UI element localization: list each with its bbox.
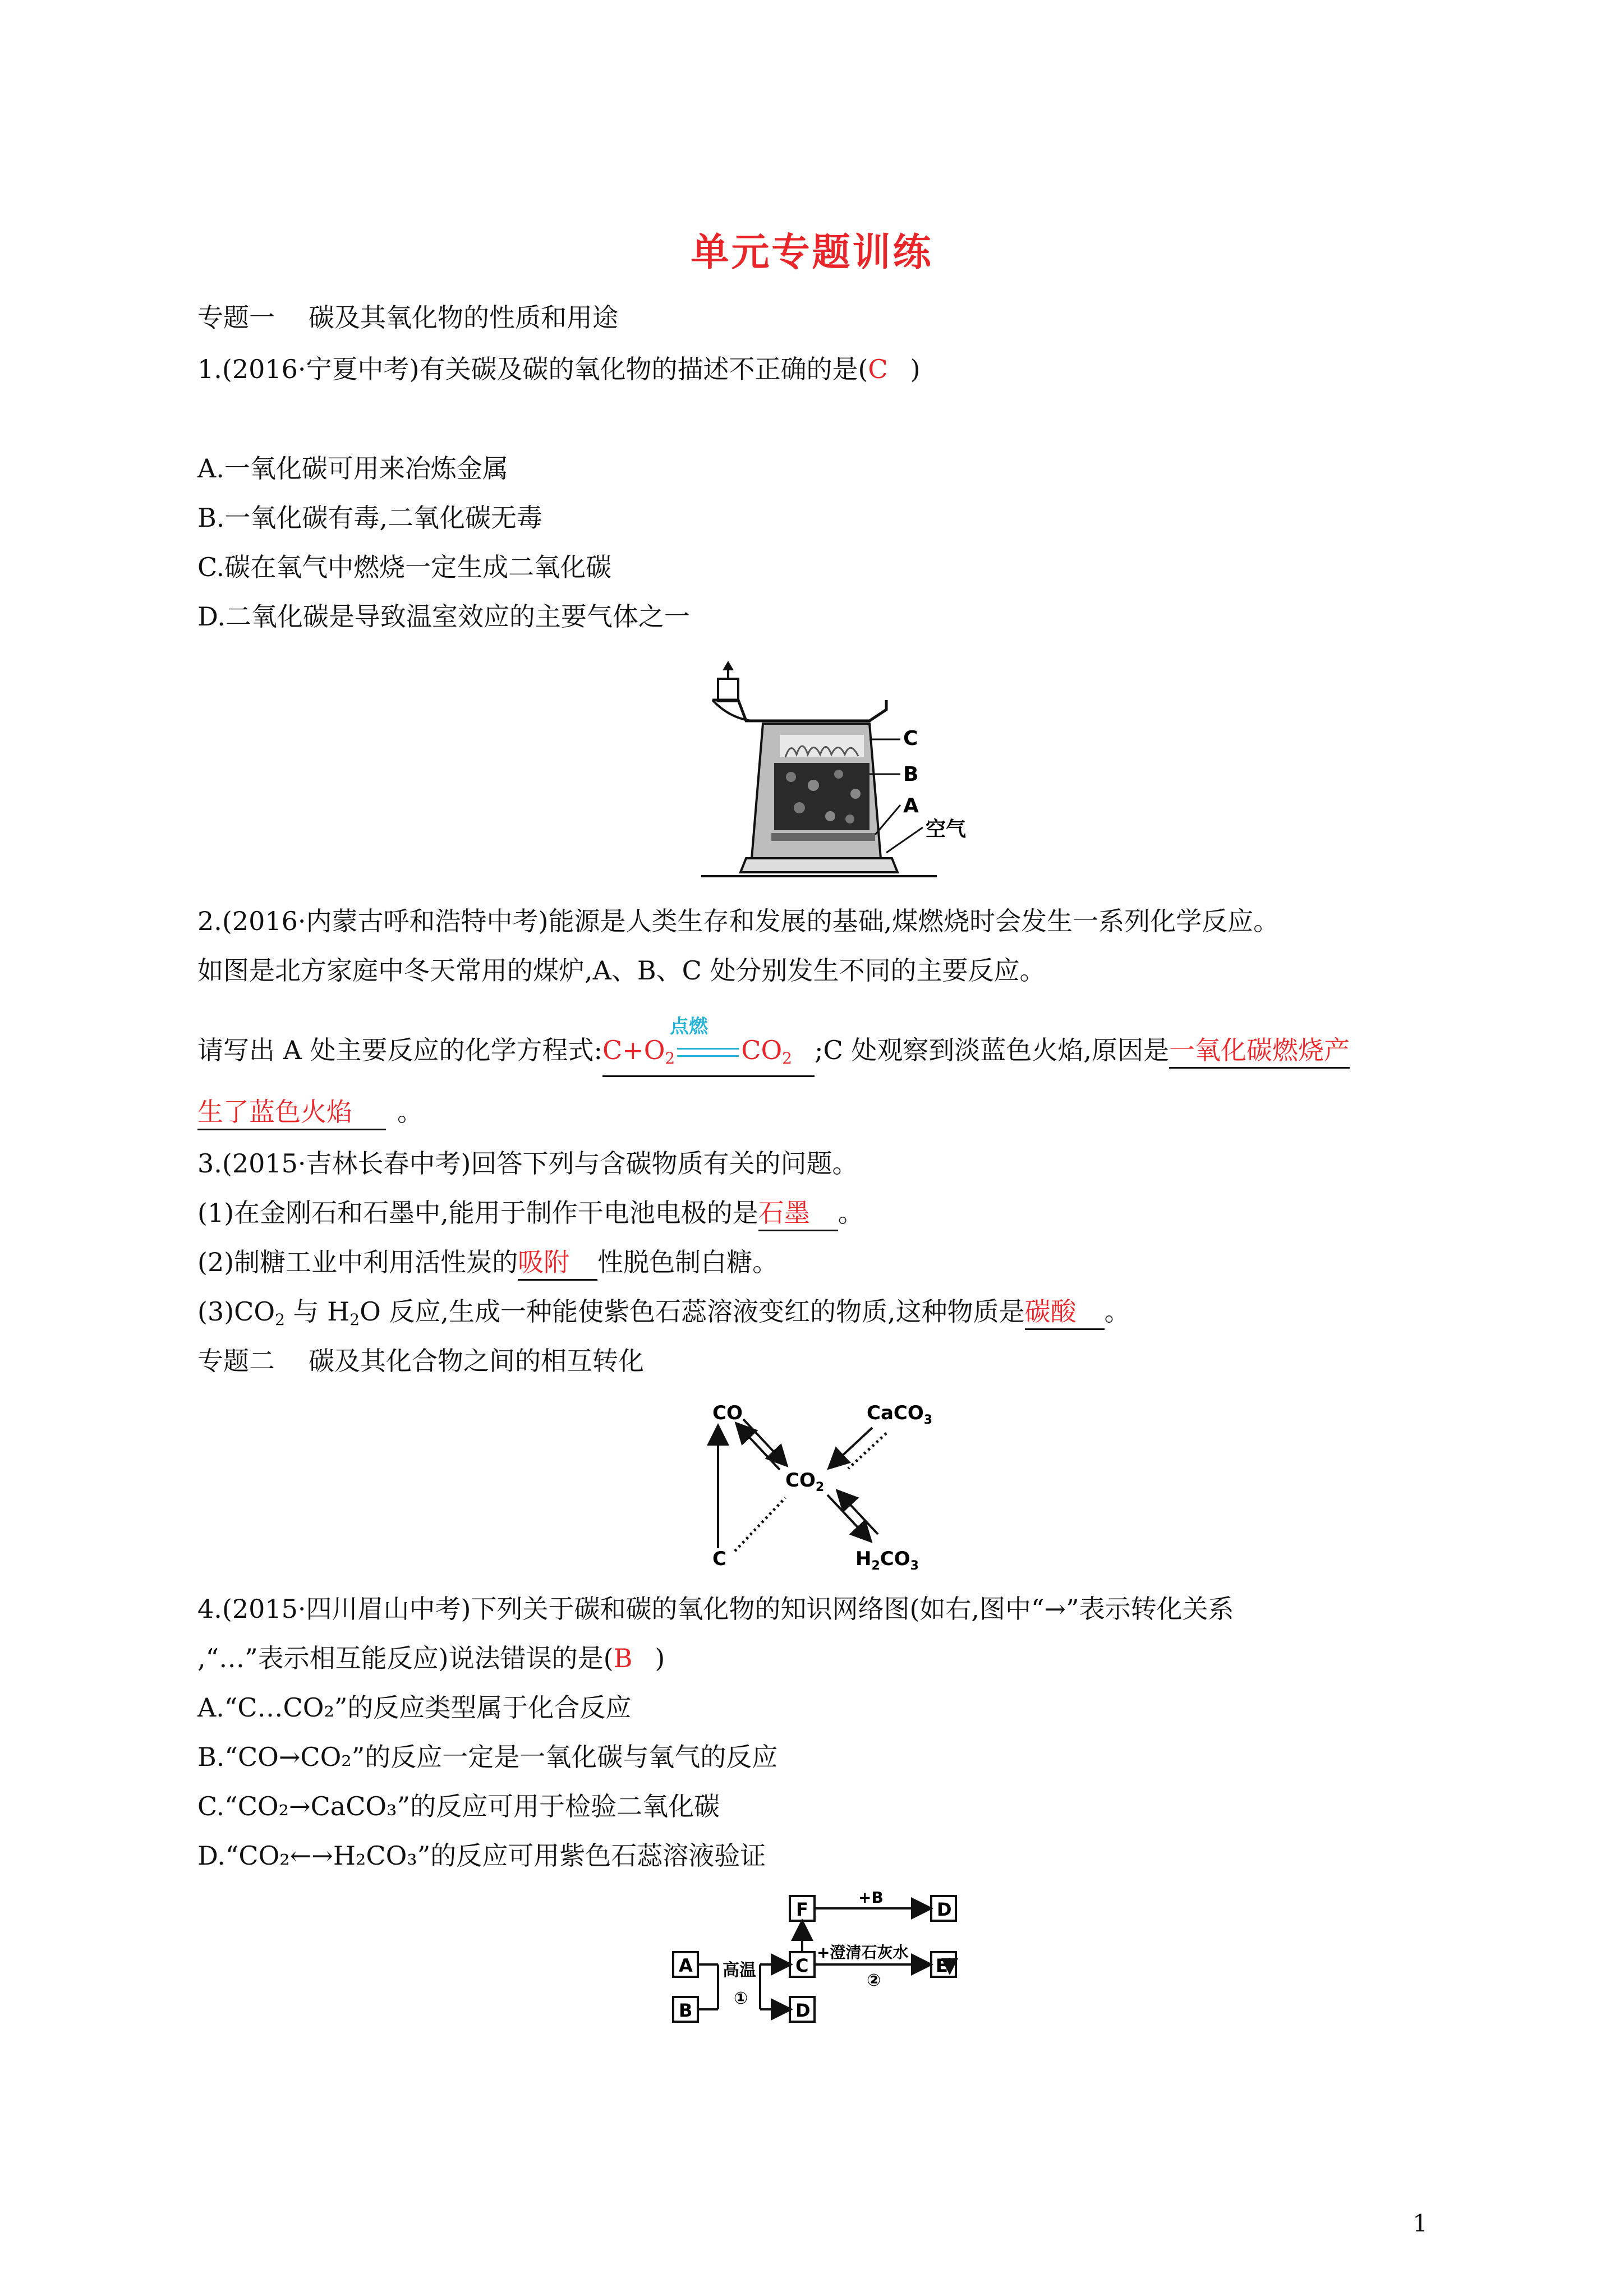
- q3-part1: [197, 1196, 864, 1231]
- q2-answer-blank1: [1169, 1033, 1350, 1069]
- flow-limewater: +澄清石灰水: [817, 1943, 909, 1962]
- eq-condition: 点燃: [669, 1015, 708, 1038]
- node-h2co3: $H_2CO_3$: [855, 1548, 919, 1573]
- q4-option-a: A.“C…CO₂”的反应类型属于化合反应: [197, 1692, 632, 1723]
- flow-figure: [668, 1885, 982, 2031]
- q4-stem: ,“…”表示相互能反应)说法错误的是(: [197, 1643, 614, 1673]
- topic2-label: 专题二: [197, 1346, 275, 1376]
- topic2-heading: [197, 1344, 644, 1378]
- flow-box-c: C: [795, 1955, 809, 1976]
- flow-box-a: A: [679, 1955, 693, 1976]
- flow-box-d-bottom: D: [795, 2000, 811, 2021]
- q2-answer-blank2: [197, 1095, 386, 1130]
- q1-answer: C: [868, 354, 888, 384]
- q1-option-c: C.碳在氧气中燃烧一定生成二氧化碳: [197, 552, 612, 582]
- q2-line1: 2.(2016·内蒙古呼和浩特中考)能源是人类生存和发展的基础,煤燃烧时会发生一系列化学反应。: [197, 906, 1280, 936]
- q3-p1-blank: [758, 1196, 838, 1231]
- q2-mid: ;C 处观察到淡蓝色火焰,原因是: [815, 1035, 1169, 1065]
- flow-box-b: B: [679, 2000, 693, 2021]
- topic1-title: 碳及其氧化物的性质和用途: [309, 302, 618, 333]
- q3-p3-end: 。: [1104, 1296, 1130, 1327]
- q3-p2-answer: 吸附: [518, 1247, 570, 1277]
- q2-end: 。: [397, 1097, 423, 1127]
- node-co2: $CO_2$: [785, 1469, 825, 1494]
- q1-option-a: A.一氧化碳可用来冶炼金属: [197, 453, 508, 484]
- q3-p3-b: 与 H: [284, 1296, 350, 1327]
- flow-box-d-top: D: [937, 1899, 952, 1920]
- eq-equal-sign: [677, 1048, 739, 1057]
- q4-option-c: C.“CO₂→CaCO₃”的反应可用于检验二氧化碳: [197, 1791, 720, 1821]
- q3-part3: [197, 1295, 1130, 1337]
- q2-prompt: 请写出 A 处主要反应的化学方程式:: [197, 1035, 602, 1065]
- q2-equation: [602, 1015, 815, 1075]
- q1-close: ): [910, 354, 921, 384]
- q3-p3-c: O 反应,生成一种能使紫色石蕊溶液变红的物质,这种物质是: [360, 1296, 1025, 1327]
- q1-stem: [197, 352, 921, 386]
- q3-part2: [197, 1245, 778, 1281]
- topic1-label: 专题一: [197, 302, 275, 333]
- q2-equation-blank: [602, 1015, 815, 1077]
- q3-p2-text: (2)制糖工业中利用活性炭的: [197, 1247, 518, 1277]
- flow-step-1: ①: [734, 1989, 748, 2008]
- q4-close: ): [655, 1643, 665, 1673]
- flow-condition-gaowen: 高温: [723, 1961, 756, 1980]
- q4-option-b: B.“CO→CO₂”的反应一定是一氧化碳与氧气的反应: [197, 1742, 778, 1772]
- eq-left-sub: 2: [665, 1049, 675, 1068]
- node-co: CO: [712, 1402, 743, 1424]
- eq-left: C+O: [602, 1035, 665, 1065]
- node-c: C: [712, 1548, 726, 1570]
- q3-p2-end: 性脱色制白糖。: [597, 1247, 779, 1277]
- node-caco3: CaCO$_3$: [867, 1402, 933, 1427]
- q3-p3-sub1: 2: [275, 1310, 285, 1329]
- q2-line4: [197, 1095, 423, 1130]
- flow-box-e: E: [936, 1955, 948, 1976]
- stove-label-c: C: [903, 727, 918, 750]
- q1-stem-text: 1.(2016·宁夏中考)有关碳及碳的氧化物的描述不正确的是(: [197, 354, 868, 384]
- page-title: 单元专题训练: [691, 231, 933, 275]
- stove-label-air: 空气: [926, 818, 967, 841]
- q3-p3-a: (3)CO: [197, 1296, 275, 1327]
- q3-p1-text: (1)在金刚石和石墨中,能用于制作干电池电极的是: [197, 1198, 758, 1228]
- q3-p1-end: 。: [838, 1198, 864, 1228]
- flow-svg: [668, 1885, 982, 2031]
- q2-line2: 如图是北方家庭中冬天常用的煤炉,A、B、C 处分别发生不同的主要反应。: [197, 955, 1046, 986]
- topic1-heading: [197, 301, 618, 334]
- flow-plus-b: +B: [858, 1888, 884, 1907]
- q3-p2-blank: [518, 1245, 597, 1281]
- q3-p1-answer: 石墨: [758, 1198, 810, 1228]
- carbon-network-svg: [701, 1397, 937, 1576]
- eq-right-sub: 2: [782, 1049, 792, 1068]
- stove-label-a: A: [903, 794, 919, 817]
- carbon-network-figure: [701, 1397, 937, 1576]
- flow-step-2: ②: [867, 1971, 881, 1990]
- topic2-title: 碳及其化合物之间的相互转化: [309, 1346, 644, 1376]
- q4-option-d: D.“CO₂←→H₂CO₃”的反应可用紫色石蕊溶液验证: [197, 1841, 766, 1871]
- page-number: 1: [1413, 2210, 1428, 2237]
- q2-line3: [197, 1015, 1350, 1077]
- q3-p3-blank: [1025, 1295, 1105, 1330]
- coal-stove-svg: [701, 656, 993, 881]
- q3-p3-sub2: 2: [349, 1310, 360, 1329]
- q3-stem: 3.(2015·吉林长春中考)回答下列与含碳物质有关的问题。: [197, 1148, 858, 1179]
- q2-answer-part1: 一氧化碳燃烧产: [1168, 1035, 1350, 1065]
- flow-box-f: F: [796, 1899, 808, 1920]
- q1-option-d: D.二氧化碳是导致温室效应的主要气体之一: [197, 601, 690, 632]
- q2-answer-part2: 生了蓝色火焰: [197, 1097, 352, 1127]
- q4-line1: 4.(2015·四川眉山中考)下列关于碳和碳的氧化物的知识网络图(如右,图中“→”表示转化关系: [197, 1594, 1234, 1624]
- q4-line2: [197, 1641, 665, 1675]
- stove-label-b: B: [903, 763, 919, 786]
- eq-right: CO: [741, 1035, 783, 1065]
- q1-option-b: B.一氧化碳有毒,二氧化碳无毒: [197, 503, 543, 533]
- q3-p3-answer: 碳酸: [1024, 1296, 1076, 1327]
- coal-stove-figure: [701, 656, 993, 881]
- q4-answer: B: [613, 1643, 633, 1673]
